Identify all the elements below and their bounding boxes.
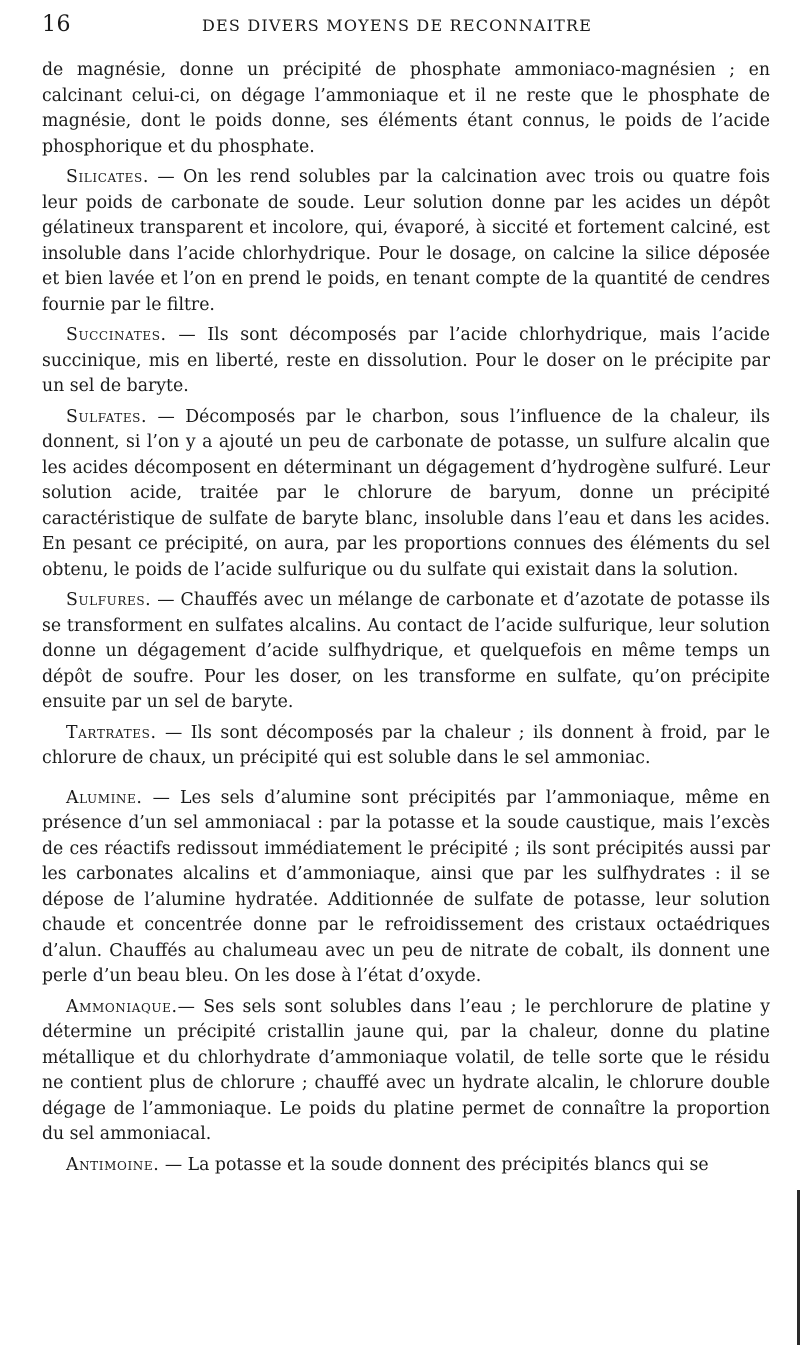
paragraph-text: — Ses sels sont solubles dans l’eau ; le perchlorure de platine y détermine un précipité cristallin jaune qui, par la chaleur, donne du platine métallique et du chlorhydrate d’ammoniaque volatil, de telle sorte que le résidu ne contient plus de chlorure ; chauffé avec un hydrate alcalin, le chlorure double dégage de l’ammoniaque. Le poids du platine permet de connaître la proportion du sel ammoniacal. [42, 996, 770, 1144]
section-heading-antimoine: Antimoine. [66, 1154, 160, 1175]
paragraph-text: — On les rend solubles par la calcination avec trois ou quatre fois leur poids de carbonate de soude. Leur solution donne par les acides un dépôt gélatineux transparent et incolore, qui, évaporé, à siccité et fortement calciné, est insoluble dans l’acide chlorhydrique. Pour le dosage, on calcine la silice déposée et bien lavée et l’on en prend le poids, en tenant compte de la quantité de cendres fournie par le filtre. [42, 167, 770, 315]
paragraph-sulfures [42, 588, 770, 716]
paragraph-alumine [42, 786, 770, 990]
paragraph-text: — Décomposés par le charbon, sous l’influence de la chaleur, ils donnent, si l’on y a ajouté un peu de carbonate de potasse, un sulfure alcalin que les acides décomposent en déterminant un dégagement d’hydrogène sulfuré. Leur solution acide, traitée par le chlorure de baryum, donne un précipité caractéristique de sulfate de baryte blanc, insoluble dans l’eau et dans les acides. En pesant ce précipité, on aura, par les proportions connues des éléments du sel obtenu, le poids de l’acide sulfurique ou du sulfate qui existait dans la solution. [42, 406, 770, 580]
paragraph-text: — Chauffés avec un mélange de carbonate et d’azotate de potasse ils se transforment en sulfates alcalins. Au contact de l’acide sulfurique, leur solution donne un dégagement d’acide sulfhydrique, et quelquefois en même temps un dépôt de soufre. Pour les doser, on les transforme en sulfate, qu’on précipite ensuite par un sel de baryte. [42, 590, 770, 712]
paragraph-sulfates [42, 405, 770, 584]
section-heading-sulfures: Sulfures. [66, 590, 152, 610]
page-header [42, 12, 770, 52]
paragraph-succinates [42, 323, 770, 400]
paragraph-text: — Les sels d’alumine sont précipités par l’ammoniaque, même en présence d’un sel ammoniacal : par la potasse et la soude caustique, mais l’excès de ces réactifs redissout immédiatement le précipité ; ils sont précipités aussi par les carbonates alcalins et d’ammoniaque, ainsi que par les sulfhydrates : il se dépose de l’alumine hydratée. Additionnée de sulfate de potasse, leur solution chaude et concentrée donne par le refroidissement des cristaux octaédriques d’alun. Chauffés au chalumeau avec un peu de nitrate de cobalt, ils donnent une perle d’un beau bleu. On les dose à l’état d’oxyde. [42, 787, 770, 986]
paragraph-text: — Ils sont décomposés par l’acide chlorhydrique, mais l’acide succinique, mis en liberté, reste en dissolution. Pour le doser on le précipite par un sel de baryte. [42, 325, 770, 396]
section-heading-tartrates: Tartrates. [66, 722, 157, 743]
paragraph-text: — Ils sont décomposés par la chaleur ; ils donnent à froid, par le chlorure de chaux, un précipité qui est soluble dans le sel ammoniac. [42, 722, 770, 768]
section-heading-alumine: Alumine. [66, 787, 143, 808]
paragraph-silicates [42, 165, 770, 318]
section-heading-silicates: Silicates. [66, 167, 149, 187]
paragraph-text: — La potasse et la soude donnent des précipités blancs qui se [159, 1154, 709, 1175]
body-text [42, 58, 770, 1178]
paragraph-magnesie [42, 58, 770, 160]
section-heading-sulfates: Sulfates. [66, 406, 148, 427]
paragraph-tartrates [42, 721, 770, 772]
running-title: DES DIVERS MOYENS DE RECONNAITRE [202, 16, 593, 35]
section-heading-succinates: Succinates. [66, 325, 167, 345]
section-heading-ammoniaque: Ammoniaque. [66, 996, 178, 1017]
page-number: 16 [42, 12, 71, 37]
paragraph-ammoniaque [42, 995, 770, 1148]
paragraph-antimoine [42, 1153, 770, 1179]
paragraph-text: de magnésie, donne un précipité de phosphate ammoniaco-magnésien ; en calcinant celui-ci, on dégage l’ammoniaque et il ne reste que le phosphate de magnésie, dont le poids donne, ses éléments étant connus, le poids de l’acide phosphorique et du phosphate. [42, 60, 770, 157]
